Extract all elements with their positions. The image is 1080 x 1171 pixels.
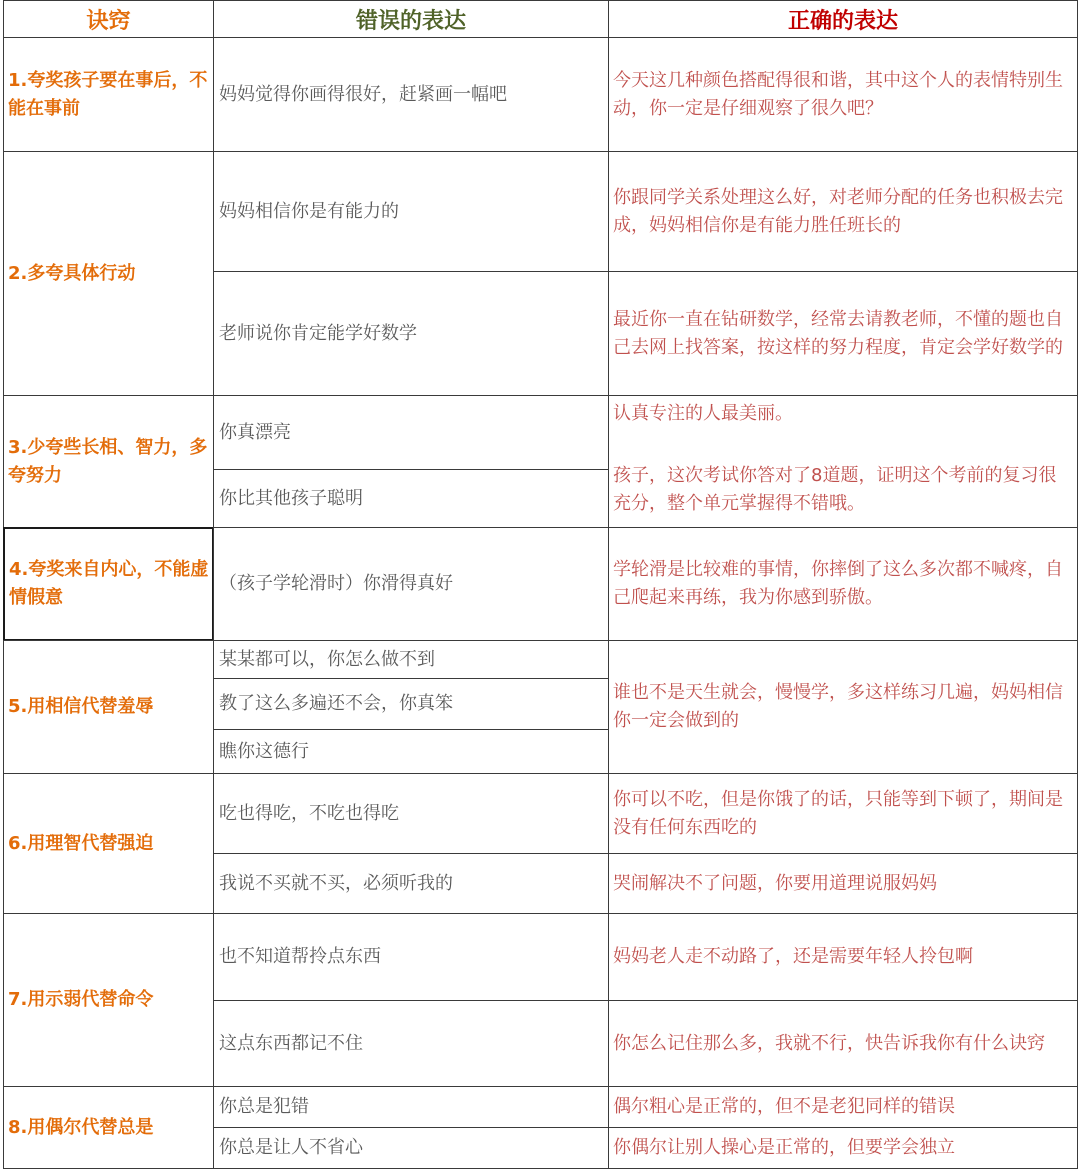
wrong-7a-text: 也不知道帮拎点东西 — [219, 946, 381, 967]
tip-6 — [3, 773, 214, 914]
wrong-7b-text: 这点东西都记不住 — [219, 1032, 363, 1054]
wrong-5b — [213, 678, 609, 730]
right-5 — [608, 640, 1078, 774]
wrong-5c-text: 瞧你这德行 — [219, 740, 309, 762]
right-8b-text: 你偶尔让别人操心是正常的，但要学会独立 — [613, 1137, 955, 1158]
tip-1-text: 1.夸奖孩子要在事后，不能在事前 — [8, 69, 208, 119]
tip-2 — [3, 151, 214, 396]
wrong-2b-text: 老师说你肯定能学好数学 — [219, 322, 417, 344]
right-1-text: 今天这几种颜色搭配得很和谐，其中这个人的表情特别生动，你一定是仔细观察了很久吧？ — [613, 69, 1063, 119]
header-wrong: 错误的表达 — [213, 0, 609, 38]
right-4-text: 学轮滑是比较难的事情，你摔倒了这么多次都不喊疼，自己爬起来再练，我为你感到骄傲。 — [613, 559, 1063, 608]
wrong-6b — [213, 853, 609, 914]
right-2b — [608, 271, 1078, 396]
right-7a-text: 妈妈老人走不动路了，还是需要年轻人拎包啊 — [613, 946, 973, 967]
tip-4 — [3, 527, 214, 641]
tips-table — [3, 0, 1078, 1169]
right-5-text: 谁也不是天生就会，慢慢学，多这样练习几遍，妈妈相信你一定会做到的 — [613, 682, 1063, 731]
right-3b-text: 孩子，这次考试你答对了8道题，证明这个考前的复习很充分，整个单元掌握得不错哦。 — [613, 465, 1057, 514]
tip-4-text: 4.夸奖来自内心，不能虚情假意 — [9, 559, 209, 608]
right-1 — [608, 37, 1078, 152]
wrong-1-text: 妈妈觉得你画得很好，赶紧画一幅吧 — [219, 83, 507, 105]
wrong-2a-text: 妈妈相信你是有能力的 — [219, 200, 399, 222]
right-6b — [608, 853, 1078, 914]
right-8b — [608, 1127, 1078, 1169]
wrong-6b-text: 我说不买就不买，必须听我的 — [219, 872, 453, 894]
tip-5 — [3, 640, 214, 774]
wrong-5a — [213, 640, 609, 679]
right-6a-text: 你可以不吃，但是你饿了的话，只能等到下顿了，期间是没有任何东西吃的 — [613, 788, 1063, 838]
header-right: 正确的表达 — [608, 0, 1078, 38]
tip-8-text: 8.用偶尔代替总是 — [8, 1116, 154, 1138]
tip-8 — [3, 1086, 214, 1169]
wrong-3a-text: 你真漂亮 — [219, 421, 291, 443]
right-2b-text: 最近你一直在钻研数学，经常去请教老师，不懂的题也自己去网上找答案，按这样的努力程度，肯定会学好数学的 — [613, 308, 1063, 358]
wrong-2b — [213, 271, 609, 396]
wrong-6a-text: 吃也得吃，不吃也得吃 — [219, 802, 399, 824]
right-2a-text: 你跟同学关系处理这么好，对老师分配的任务也积极去完成，妈妈相信你是有能力胜任班长的 — [613, 186, 1063, 236]
right-3a-text: 认真专注的人最美丽。 — [613, 403, 793, 424]
right-6b-text: 哭闹解决不了问题，你要用道理说服妈妈 — [613, 872, 937, 894]
wrong-7a — [213, 913, 609, 1001]
tip-6-text: 6.用理智代替强迫 — [8, 832, 154, 854]
wrong-4-text: （孩子学轮滑时）你滑得真好 — [219, 573, 453, 594]
wrong-6a — [213, 773, 609, 854]
right-7b — [608, 1000, 1078, 1087]
tip-3 — [3, 395, 214, 528]
right-3 — [608, 395, 1078, 528]
wrong-5b-text: 教了这么多遍还不会，你真笨 — [219, 693, 453, 714]
wrong-8a — [213, 1086, 609, 1128]
wrong-8b — [213, 1127, 609, 1169]
wrong-2a — [213, 151, 609, 272]
header-tip: 诀窍 — [3, 0, 214, 38]
wrong-8a-text: 你总是犯错 — [219, 1096, 309, 1117]
wrong-3a — [213, 395, 609, 470]
tip-7-text: 7.用示弱代替命令 — [8, 989, 154, 1010]
wrong-1 — [213, 37, 609, 152]
wrong-5a-text: 某某都可以，你怎么做不到 — [219, 648, 435, 670]
wrong-8b-text: 你总是让人不省心 — [219, 1137, 363, 1158]
wrong-7b — [213, 1000, 609, 1087]
tip-2-text: 2.多夸具体行动 — [8, 262, 136, 284]
wrong-4 — [213, 527, 609, 641]
tip-3-text: 3.少夸些长相、智力，多夸努力 — [8, 436, 208, 486]
right-7a — [608, 913, 1078, 1001]
wrong-3b-text: 你比其他孩子聪明 — [219, 487, 363, 509]
wrong-5c — [213, 729, 609, 774]
right-8a-text: 偶尔粗心是正常的，但不是老犯同样的错误 — [613, 1096, 955, 1117]
tip-7 — [3, 913, 214, 1087]
right-8a — [608, 1086, 1078, 1128]
right-2a — [608, 151, 1078, 272]
right-4 — [608, 527, 1078, 641]
tip-5-text: 5.用相信代替羞辱 — [8, 696, 154, 717]
right-7b-text: 你怎么记住那么多，我就不行，快告诉我你有什么诀窍 — [613, 1032, 1045, 1054]
wrong-3b — [213, 469, 609, 528]
right-6a — [608, 773, 1078, 854]
tip-1 — [3, 37, 214, 152]
